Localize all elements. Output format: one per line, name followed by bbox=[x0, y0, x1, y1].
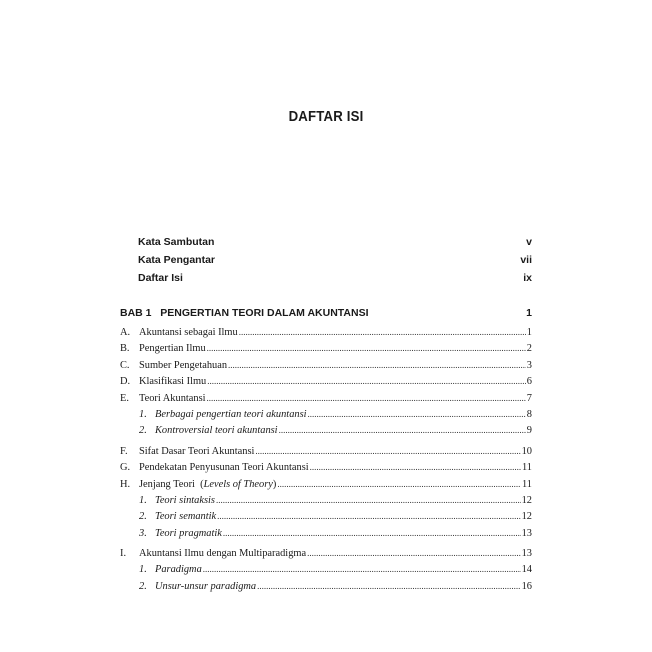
subentry-number: 1. bbox=[139, 494, 147, 506]
entry-label-italic: Levels of Theory bbox=[203, 478, 273, 490]
toc-subentry-e1[interactable] bbox=[120, 406, 532, 422]
toc-subentry-i2[interactable] bbox=[120, 578, 532, 594]
entry-letter: D. bbox=[120, 376, 131, 388]
entry-page: 1 bbox=[526, 327, 532, 338]
dot-leader bbox=[310, 459, 521, 475]
page-title: DAFTAR ISI bbox=[288, 108, 364, 125]
front-matter-item-daftar-isi[interactable] bbox=[138, 269, 532, 287]
entry-label: Teori Akuntansi bbox=[139, 392, 206, 404]
subentry-label: Teori pragmatik bbox=[155, 527, 222, 539]
subentry-number: 2. bbox=[139, 425, 147, 437]
subentry-number: 1. bbox=[139, 408, 147, 420]
dot-leader bbox=[255, 443, 520, 459]
front-matter-list bbox=[138, 233, 532, 287]
dot-leader bbox=[279, 422, 526, 438]
entry-page: 13 bbox=[521, 548, 532, 560]
entry-letter: I. bbox=[120, 548, 127, 560]
toc-entry-i[interactable] bbox=[120, 545, 532, 561]
entry-page: 10 bbox=[521, 445, 532, 457]
subentry-label: Berbagai pengertian teori akuntansi bbox=[155, 408, 307, 420]
subentry-label: Kontroversial teori akuntansi bbox=[155, 425, 278, 437]
entry-letter: B. bbox=[120, 343, 130, 355]
dot-leader bbox=[207, 390, 526, 406]
toc-entry-e[interactable] bbox=[120, 390, 532, 406]
front-matter-label: Kata Pengantar bbox=[138, 254, 216, 266]
dot-leader bbox=[308, 406, 526, 422]
front-matter-item-kata-pengantar[interactable] bbox=[138, 251, 532, 269]
toc-subentry-h1[interactable] bbox=[120, 492, 532, 508]
entry-page: 7 bbox=[526, 392, 532, 404]
dot-leader bbox=[223, 525, 521, 541]
toc-subentry-h2[interactable] bbox=[120, 508, 532, 524]
dot-leader bbox=[307, 545, 521, 561]
toc-entry-d[interactable] bbox=[120, 373, 532, 389]
dot-leader bbox=[277, 476, 521, 492]
toc-entry-g[interactable] bbox=[120, 459, 532, 475]
entry-label bbox=[139, 477, 276, 493]
entry-page: 2 bbox=[526, 343, 532, 355]
toc-list bbox=[120, 324, 532, 594]
toc-subentry-i1[interactable] bbox=[120, 561, 532, 577]
entry-letter: G. bbox=[120, 462, 131, 474]
entry-label: Akuntansi Ilmu dengan Multiparadigma bbox=[139, 548, 307, 560]
subentry-label: Paradigma bbox=[155, 564, 202, 576]
entry-label: Pengertian Ilmu bbox=[139, 343, 206, 355]
toc-subentry-h3[interactable] bbox=[120, 525, 532, 541]
entry-letter: A. bbox=[120, 327, 131, 338]
dot-leader bbox=[216, 492, 521, 508]
toc-subentry-e2[interactable] bbox=[120, 422, 532, 438]
toc-entry-c[interactable] bbox=[120, 357, 532, 373]
entry-page: 9 bbox=[526, 425, 532, 437]
dot-leader bbox=[207, 340, 526, 356]
entry-label: Sumber Pengetahuan bbox=[139, 359, 228, 371]
toc-entry-b[interactable] bbox=[120, 340, 532, 356]
entry-page: 12 bbox=[521, 511, 532, 523]
subentry-number: 3. bbox=[139, 527, 147, 539]
front-matter-label: Daftar Isi bbox=[138, 272, 183, 284]
front-matter-page: ix bbox=[523, 272, 532, 284]
entry-page: 14 bbox=[521, 564, 532, 576]
entry-page: 16 bbox=[521, 580, 532, 592]
chapter-page: 1 bbox=[526, 307, 532, 319]
entry-page: 8 bbox=[526, 408, 532, 420]
dot-leader bbox=[257, 578, 520, 594]
entry-page: 13 bbox=[521, 527, 532, 539]
subentry-number: 1. bbox=[139, 564, 147, 576]
chapter-label: BAB 1 PENGERTIAN TEORI DALAM AKUNTANSI bbox=[120, 307, 369, 319]
entry-letter: F. bbox=[120, 445, 128, 457]
toc-entry-a[interactable] bbox=[120, 324, 532, 340]
subentry-label: Unsur-unsur paradigma bbox=[155, 580, 257, 592]
entry-letter: H. bbox=[120, 478, 131, 490]
dot-leader bbox=[239, 324, 526, 340]
entry-page: 11 bbox=[521, 478, 532, 490]
entry-label: Klasifikasi Ilmu bbox=[139, 376, 207, 388]
entry-letter: C. bbox=[120, 359, 130, 371]
entry-page: 3 bbox=[526, 359, 532, 371]
subentry-number: 2. bbox=[139, 580, 147, 592]
toc-entry-h[interactable] bbox=[120, 476, 532, 492]
entry-label: Pendekatan Penyusunan Teori Akuntansi bbox=[139, 462, 309, 474]
dot-leader bbox=[207, 373, 526, 389]
entry-label-text: Jenjang Teori ( bbox=[139, 478, 204, 490]
toc-entry-f[interactable] bbox=[120, 443, 532, 459]
front-matter-page: v bbox=[526, 236, 532, 248]
entry-label: Akuntansi sebagai Ilmu bbox=[139, 327, 238, 338]
chapter-heading[interactable] bbox=[120, 305, 532, 321]
dot-leader bbox=[217, 508, 521, 524]
front-matter-label: Kata Sambutan bbox=[138, 236, 215, 248]
front-matter-item-kata-sambutan[interactable] bbox=[138, 233, 532, 251]
subentry-label: Teori semantik bbox=[155, 511, 217, 523]
dot-leader bbox=[203, 561, 521, 577]
dot-leader bbox=[228, 357, 526, 373]
subentry-number: 2. bbox=[139, 511, 147, 523]
entry-label-end: ) bbox=[272, 478, 277, 490]
entry-page: 11 bbox=[521, 462, 532, 474]
entry-label: Sifat Dasar Teori Akuntansi bbox=[139, 445, 255, 457]
entry-letter: E. bbox=[120, 392, 129, 404]
entry-page: 6 bbox=[526, 376, 532, 388]
subentry-label: Teori sintaksis bbox=[155, 494, 215, 506]
entry-page: 12 bbox=[521, 494, 532, 506]
front-matter-page: vii bbox=[520, 254, 532, 266]
